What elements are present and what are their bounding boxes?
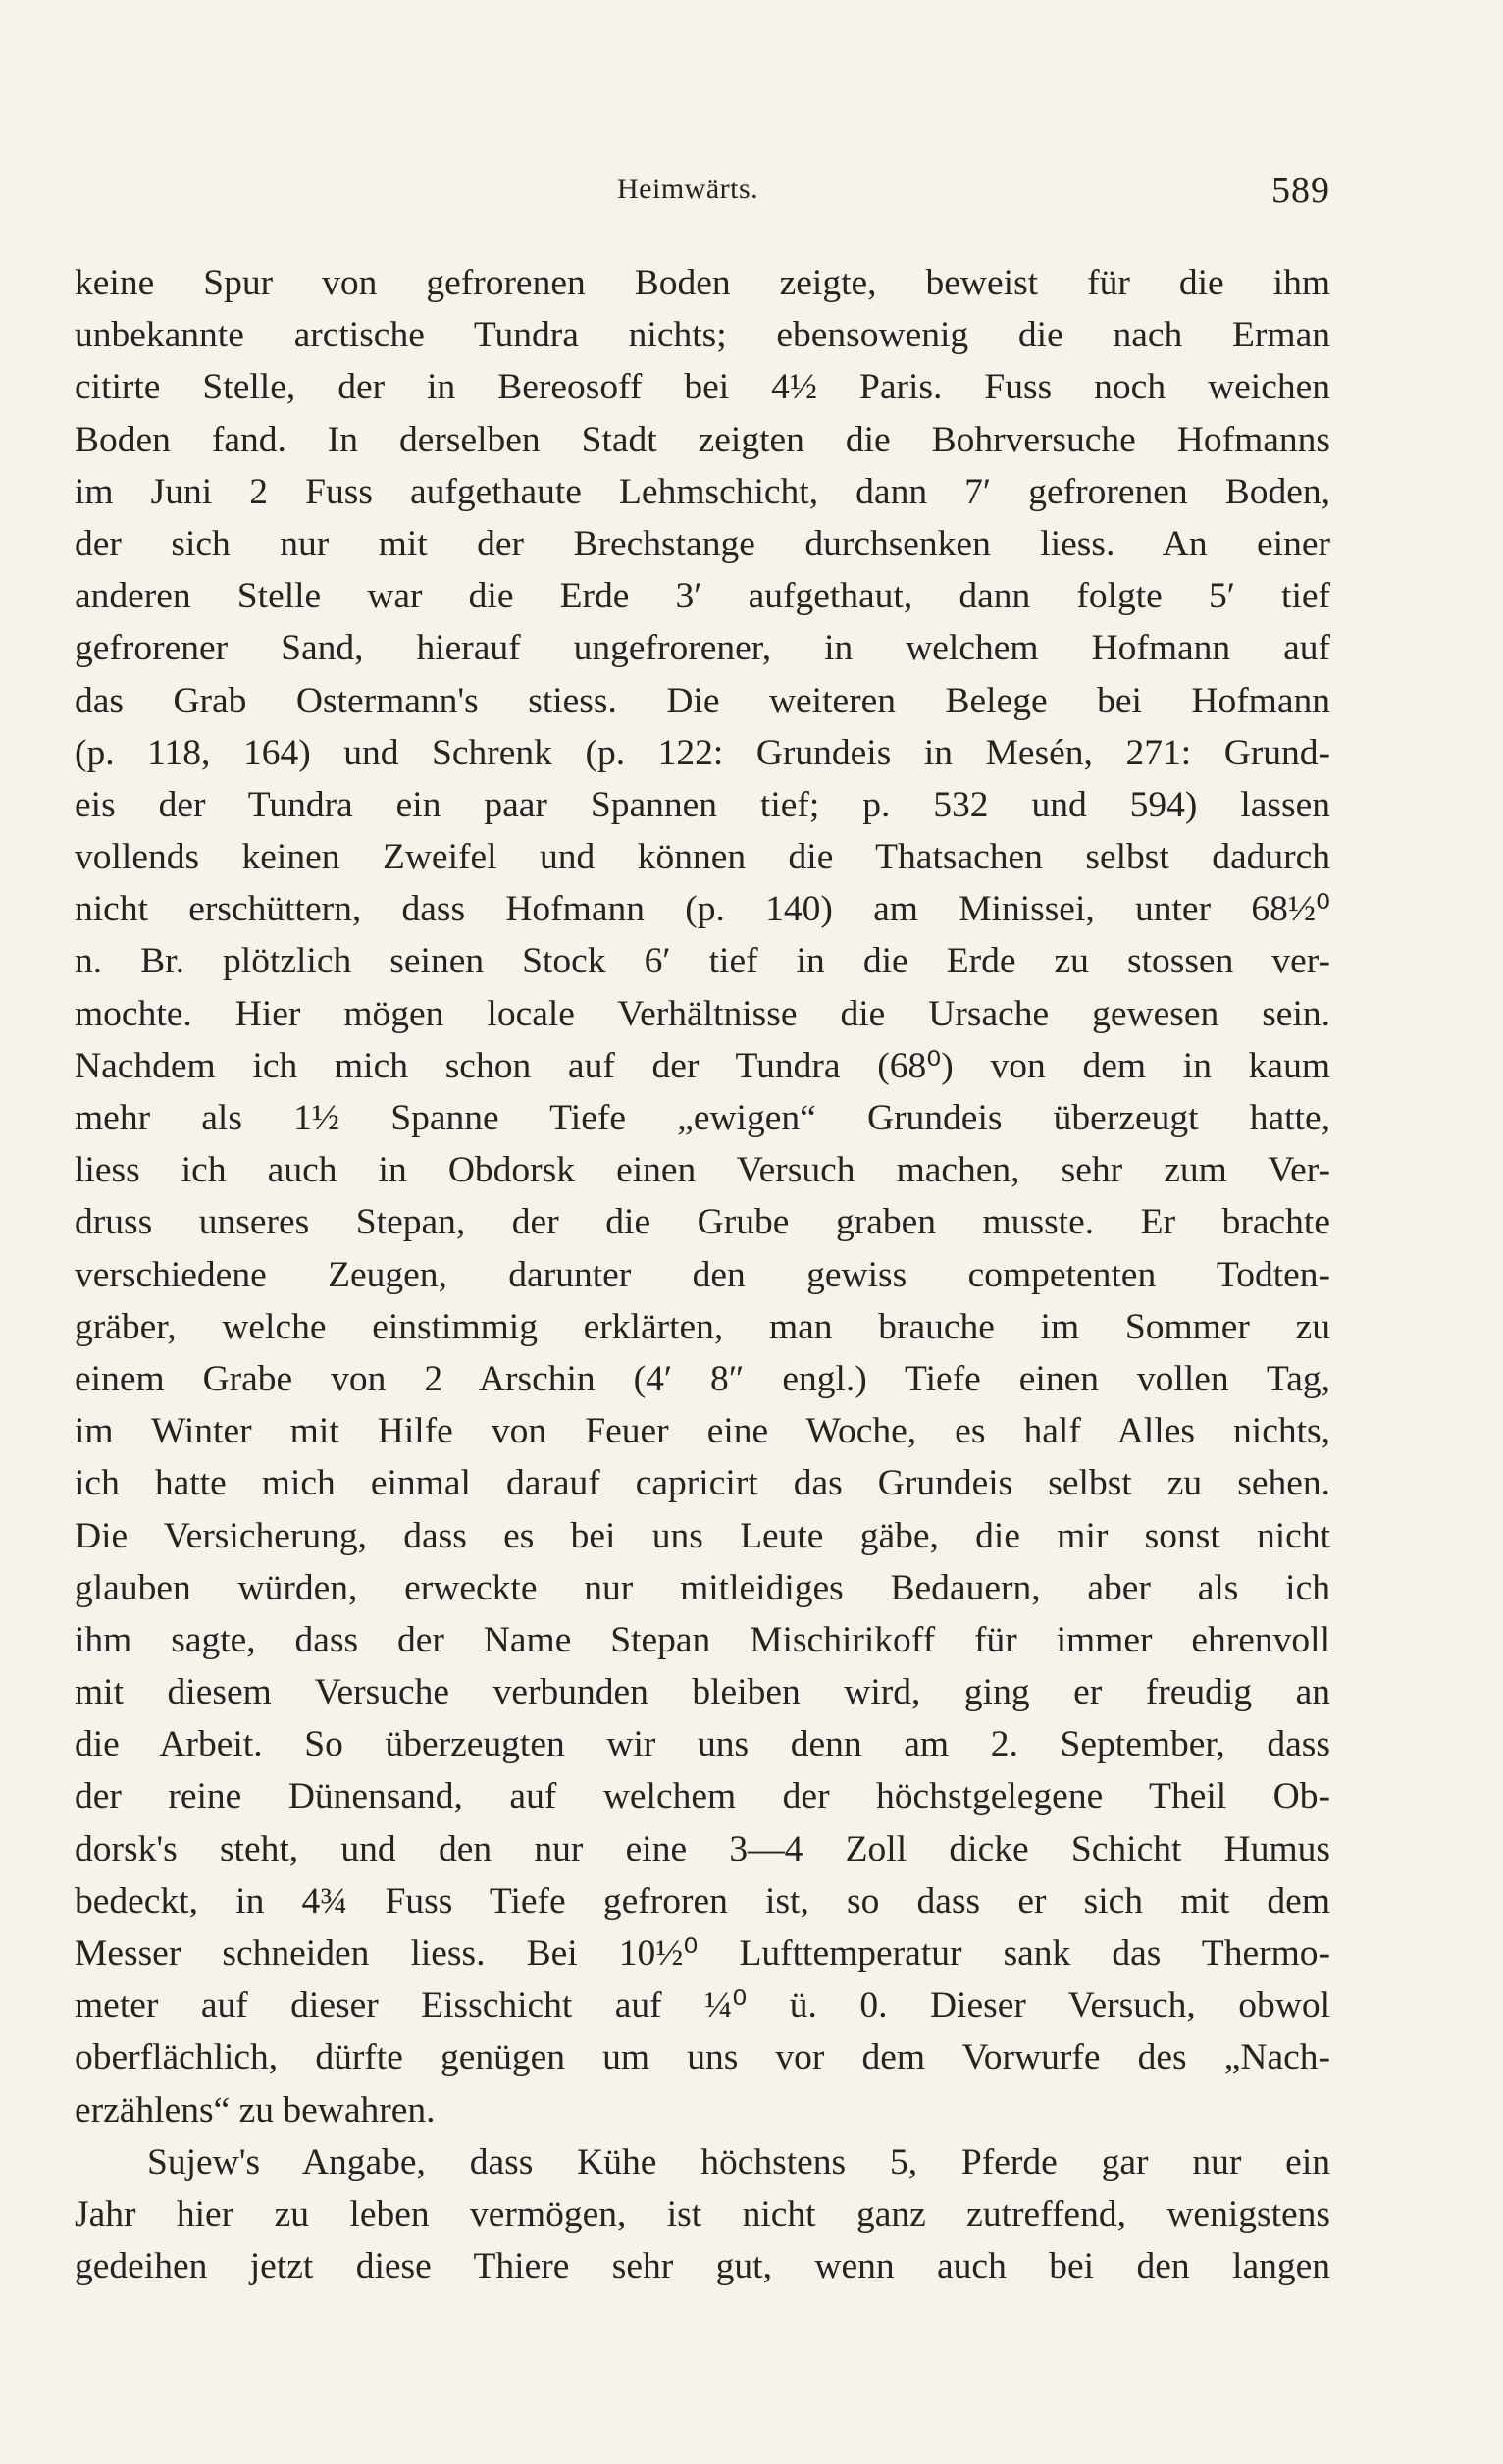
text-line: mochte. Hier mögen locale Verhältnisse die Ursache gewesen sein. [75,993,1330,1034]
text-line: n. Br. plötzlich seinen Stock 6′ tief in die Erde zu stossen ver- [75,941,1330,982]
text-line: Jahr hier zu leben vermögen, ist nicht ganz zutreffend, wenigstens [75,2193,1330,2234]
text-line: Boden fand. In derselben Stadt zeigten die Bohrversuche Hofmanns [75,419,1330,460]
text-line: keine Spur von gefrorenen Boden zeigte, beweist für die ihm [75,263,1330,303]
page-header [75,169,1330,220]
text-line: liess ich auch in Obdorsk einen Versuch machen, sehr zum Ver- [75,1150,1330,1191]
text-line: oberflächlich, dürfte genügen um uns vor dem Vorwurfe des „Nach- [75,2037,1330,2078]
text-line: nicht erschüttern, dass Hofmann (p. 140) am Minissei, unter 68½⁰ [75,889,1330,930]
text-line: das Grab Ostermann's stiess. Die weiteren Belege bei Hofmann [75,680,1330,721]
text-line: druss unseres Stepan, der die Grube graben musste. Er brachte [75,1202,1330,1243]
text-line: der reine Dünensand, auf welchem der höchstgelegene Theil Ob- [75,1776,1330,1817]
text-line: gedeihen jetzt diese Thiere sehr gut, wenn auch bei den langen [75,2246,1330,2287]
text-line: unbekannte arctische Tundra nichts; ebensowenig die nach Erman [75,315,1330,356]
text-line: citirte Stelle, der in Bereosoff bei 4½ Paris. Fuss noch weichen [75,367,1330,408]
text-line: bedeckt, in 4¾ Fuss Tiefe gefroren ist, so dass er sich mit dem [75,1880,1330,1921]
text-line: ich hatte mich einmal darauf capricirt das Grundeis selbst zu sehen. [75,1463,1330,1504]
text-line: die Arbeit. So überzeugten wir uns denn am 2. September, dass [75,1724,1330,1765]
paragraph-start-line: Sujew's Angabe, dass Kühe höchstens 5, Pferde gar nur ein [147,2141,1330,2182]
text-line: einem Grabe von 2 Arschin (4′ 8″ engl.) Tiefe einen vollen Tag, [75,1358,1330,1399]
text-line: mehr als 1½ Spanne Tiefe „ewigen“ Grundeis überzeugt hatte, [75,1098,1330,1138]
text-line: verschiedene Zeugen, darunter den gewiss competenten Todten- [75,1254,1330,1295]
text-line: dorsk's steht, und den nur eine 3—4 Zoll dicke Schicht Humus [75,1828,1330,1869]
text-line: der sich nur mit der Brechstange durchsenken liess. An einer [75,523,1330,564]
text-line: eis der Tundra ein paar Spannen tief; p. 532 und 594) lassen [75,784,1330,825]
text-line: Die Versicherung, dass es bei uns Leute gäbe, die mir sonst nicht [75,1515,1330,1556]
text-line: gefrorener Sand, hierauf ungefrorener, in welchem Hofmann auf [75,628,1330,669]
text-line: mit diesem Versuche verbunden bleiben wird, ging er freudig an [75,1672,1330,1713]
text-line: anderen Stelle war die Erde 3′ aufgethaut, dann folgte 5′ tief [75,576,1330,617]
text-line: ihm sagte, dass der Name Stepan Mischirikoff für immer ehrenvoll [75,1619,1330,1660]
text-line: gräber, welche einstimmig erklärten, man brauche im Sommer zu [75,1306,1330,1347]
body-text [75,257,1330,2292]
text-line: glauben würden, erweckte nur mitleidiges Bedauern, aber als ich [75,1567,1330,1608]
text-line: vollends keinen Zweifel und können die Thatsachen selbst dadurch [75,837,1330,878]
text-line: (p. 118, 164) und Schrenk (p. 122: Grundeis in Mesén, 271: Grund- [75,732,1330,773]
text-line: im Juni 2 Fuss aufgethaute Lehmschicht, dann 7′ gefrorenen Boden, [75,471,1330,512]
text-line: meter auf dieser Eisschicht auf ¼⁰ ü. 0. Dieser Versuch, obwol [75,1985,1330,2026]
text-line: im Winter mit Hilfe von Feuer eine Woche, es half Alles nichts, [75,1411,1330,1452]
text-line: Nachdem ich mich schon auf der Tundra (68⁰) von dem in kaum [75,1045,1330,1086]
page-number: 589 [1271,170,1330,211]
paragraph-end-line: erzählens“ zu bewahren. [75,2089,436,2130]
running-title: Heimwärts. [617,173,759,205]
text-line: Messer schneiden liess. Bei 10½⁰ Lufttemperatur sank das Thermo- [75,1933,1330,1973]
